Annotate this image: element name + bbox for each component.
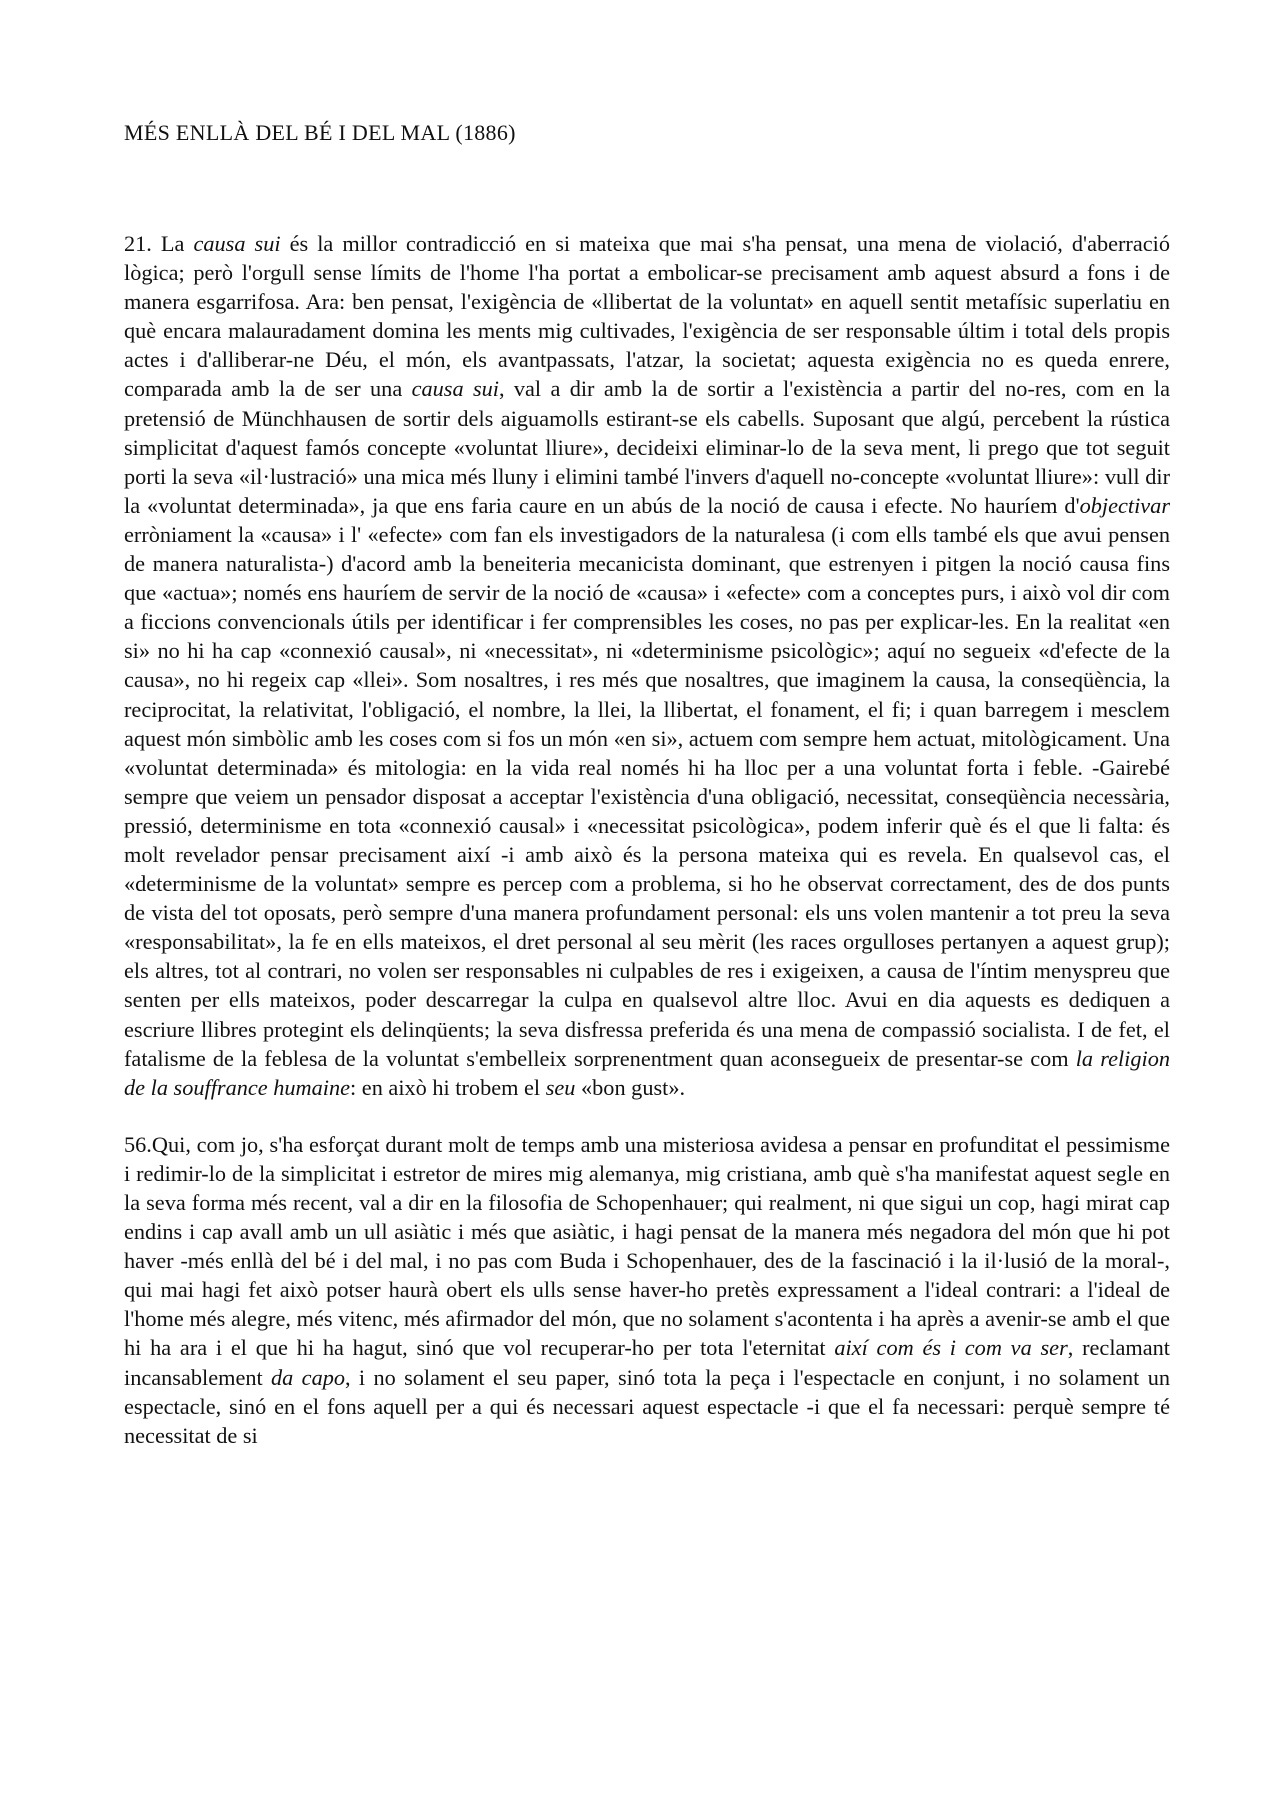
italic-segment: seu [545, 1074, 576, 1100]
text-segment: 21. La [124, 231, 194, 256]
paragraph-56 [124, 1130, 1170, 1450]
italic-segment: da capo [271, 1364, 346, 1390]
document-page [124, 120, 1170, 1450]
italic-segment: la religion de la souffrance humaine [124, 1045, 1170, 1100]
italic-segment: causa sui [411, 376, 499, 402]
text-segment: «bon gust». [575, 1074, 686, 1100]
text-segment: 56.Qui, com jo, s'ha esforçat durant molt de temps amb una misteriosa avidesa a pensar en profunditat el pessimisme i redimir-lo de la simplicitat i estretor de mires mig alemanya, mig cristiana, amb què s'ha manifestat aquest segle en la seva forma més recent, val a dir en la filosofia de Schopenhauer; qui realment, ni que sigui un cop, hagi mirat cap endins i cap avall amb un ull asiàtic i més que asiàtic, i hagi pensat de la manera més negadora del món que hi pot haver -més enllà del bé i del mal, i no pas com Buda i Schopenhauer, des de la fascinació i la il·lusió de la moral-, qui mai hagi fet això potser haurà obert els ulls sense haver-ho pretès expressament a l'ideal contrari: a l'ideal de l'home més alegre, més vitenc, més afirmador del món, que no solament s'acontenta i ha après a avenir-se amb el que hi ha ara i el que hi ha hagut, sinó que vol recuperar-ho per tota l'eternitat [124, 1131, 1170, 1361]
text-segment: és la millor contradicció en si mateixa que mai s'ha pensat, una mena de violació, d'aberració lògica; però l'orgull sense límits de l'home l'ha portat a embolicar-se precisament amb aquest absurd a fons i de manera esgarrifosa. Ara: ben pensat, l'exigència de «llibertat de la voluntat» en aquell sentit metafísic superlatiu en què encara malauradament domina les ments mig cultivades, l'exigència de ser responsable últim i total dels propis actes i d'alliberar-ne Déu, el món, els avantpassats, l'atzar, la societat; aquesta exigència no es queda enrere, comparada amb la de ser una [124, 231, 1170, 402]
text-segment: , reclamant incansablement [124, 1335, 1171, 1390]
page-title: MÉS ENLLÀ DEL BÉ I DEL MAL (1886) [124, 120, 516, 145]
italic-segment: objectivar [1079, 492, 1170, 518]
text-segment: : en això hi trobem el [350, 1074, 546, 1100]
text-segment: , val a dir amb la de sortir a l'existència a partir del no-res, com en la pretensió de Münchhausen de sortir dels aiguamolls estirant-se els cabells. Suposant que algú, percebent la rústica simplicitat d'aquest famós concepte «voluntat lliure», decideixi eliminar-lo de la seva ment, li prego que tot seguit porti la seva «il·lustració» una mica més lluny i elimini també l'invers d'aquell no-concepte «voluntat lliure»: vull dir la «voluntat determinada», ja que ens faria caure en un abús de la noció de causa i efecte. No hauríem d' [124, 376, 1170, 518]
text-segment: , i no solament el seu paper, sinó tota la peça i l'espectacle en conjunt, i no solament un espectacle, sinó en el fons aquell per a qui és necessari aquest espectacle -i que el fa necessari: perquè sempre té necessitat de si [124, 1364, 1170, 1448]
italic-segment: causa sui [193, 231, 281, 256]
italic-segment: així com és i com va ser [834, 1335, 1068, 1361]
paragraph-21 [124, 229, 1170, 1102]
text-segment: erròniament la «causa» i l' «efecte» com fan els investigadors de la naturalesa (i com ells també els que avui pensen de manera naturalista-) d'acord amb la beneiteria mecanicista dominant, que estrenyen i pitgen la noció causa fins que «actua»; només ens hauríem de servir de la noció de «causa» i «efecte» com a conceptes purs, i això vol dir com a ficcions convencionals útils per identificar i fer comprensibles les coses, no pas per explicar-les. En la realitat «en si» no hi ha cap «connexió causal», ni «necessitat», ni «determinisme psicològic»; aquí no segueix «d'efecte de la causa», no hi regeix cap «llei». Som nosaltres, i res més que nosaltres, que imaginem la causa, la conseqüència, la reciprocitat, la relativitat, l'obligació, el nombre, la llei, la llibertat, el fonament, el fi; i quan barregem i mesclem aquest món simbòlic amb les coses com si fos un món «en si», actuem com sempre hem actuat, mitològicament. Una «voluntat determinada» és mitologia: en la vida real només hi ha lloc per a una voluntat forta i feble. -Gairebé sempre que veiem un pensador disposat a acceptar l'existència d'una obligació, necessitat, conseqüència necessària, pressió, determinisme en tota «connexió causal» i «necessitat psicològica», podem inferir què és el que li falta: és molt revelador pensar precisament així -i amb això és la persona mateixa qui es revela. En qualsevol cas, el «determinisme de la voluntat» sempre es percep com a problema, si ho he observat correctament, des de dos punts de vista del tot oposats, però sempre d'una manera profundament personal: els uns volen mantenir a tot preu la seva «responsabilitat», la fe en ells mateixos, el dret personal al seu mèrit (les races orgulloses pertanyen a aquest grup); els altres, tot al contrari, no volen ser responsables ni culpables de res i exigeixen, a causa de l'íntim menyspreu que senten per ells mateixos, poder descarregar la culpa en qualsevol altre lloc. Avui en dia aquests es dediquen a escriure llibres protegint els delinqüents; la seva disfressa preferida és una mena de compassió socialista. I de fet, el fatalisme de la feblesa de la voluntat s'embelleix sorprenentment quan aconsegueix de presentar-se com [124, 521, 1170, 1071]
